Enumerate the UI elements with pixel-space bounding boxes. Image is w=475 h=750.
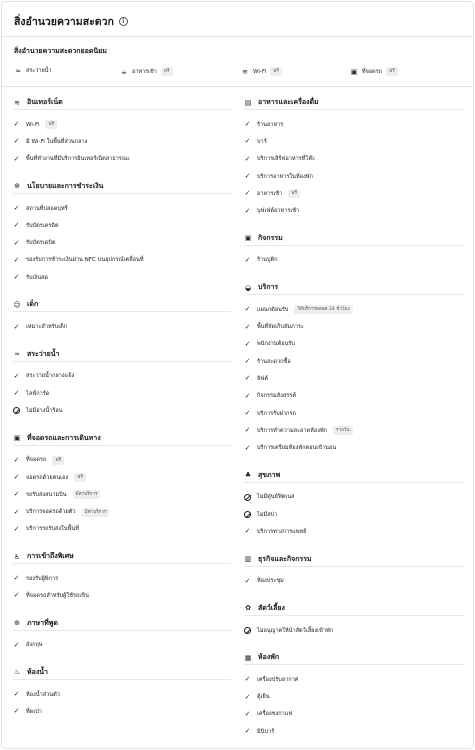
amenity-label: สถานที่ปลอดบุหรี่ <box>26 205 68 212</box>
popular-item <box>120 67 173 76</box>
header <box>14 13 128 30</box>
amenity-item <box>244 523 464 540</box>
amenity-badge: มีค่าบริการ <box>73 490 101 499</box>
section-title: ห้องพัก <box>258 653 280 662</box>
amenity-label: ร้านบูติก <box>257 257 278 264</box>
section-header <box>13 300 231 312</box>
child-icon: ☺ <box>13 300 21 309</box>
section-title: การเข้าถึงพิเศษ <box>27 552 74 561</box>
popular-item-label: อาหารเช้า <box>132 68 157 75</box>
section-header <box>13 552 231 564</box>
check-icon: ✓ <box>13 255 20 264</box>
amenity-label: ไม่อนุญาตให้นำสัตว์เลี้ยงเข้าพัก <box>257 627 334 634</box>
service-icon: ◒ <box>244 283 252 292</box>
section-header <box>244 283 464 295</box>
check-icon: ✓ <box>244 675 251 684</box>
amenity-section <box>244 283 464 457</box>
amenity-label: บริการทางการแพทย์ <box>257 528 307 535</box>
check-icon: ✓ <box>13 507 20 516</box>
section-title: อาหารและเครื่องดื่ม <box>258 98 319 106</box>
section-title: กิจกรรม <box>258 233 283 242</box>
amenity-item <box>244 689 464 706</box>
info-icon[interactable]: i <box>119 17 128 26</box>
coffee-icon: ☕ <box>120 67 128 76</box>
check-icon: ✓ <box>13 273 20 282</box>
amenity-label: สระว่ายน้ำกลางแจ้ง <box>26 373 75 380</box>
section-title: บริการ <box>258 283 279 292</box>
amenity-label: รถรับส่งสนามบิน <box>26 491 67 498</box>
section-header <box>13 434 231 446</box>
check-icon: ✓ <box>244 426 251 435</box>
amenity-label: รับบัตรเครดิต <box>26 222 59 229</box>
section-title: สุขภาพ <box>258 470 281 479</box>
amenity-item <box>244 370 464 387</box>
check-icon: ✓ <box>244 154 251 163</box>
amenity-label: เครื่องชงกาแฟ <box>257 711 293 718</box>
amenity-item <box>244 252 464 269</box>
amenity-label: บริการทำความสะอาดห้องพัก <box>257 427 328 434</box>
check-icon: ✓ <box>244 374 251 383</box>
amenity-label: ร้านอาหาร <box>257 121 284 128</box>
check-icon: ✓ <box>244 120 251 129</box>
pet-icon: ✿ <box>245 604 251 613</box>
amenity-section <box>244 555 464 590</box>
amenities-right-column <box>244 98 464 750</box>
pool-icon: ≈ <box>14 350 20 359</box>
amenity-section <box>244 604 464 639</box>
check-icon: ✓ <box>13 574 20 583</box>
amenity-label: ไม่มีอ่างน้ำร้อน <box>26 407 63 414</box>
check-icon: ✓ <box>13 690 20 699</box>
check-icon: ✓ <box>13 389 20 398</box>
amenity-section <box>13 434 231 538</box>
check-icon: ✓ <box>13 120 20 129</box>
amenity-section <box>13 668 231 721</box>
section-title: อินเทอร์เน็ต <box>27 98 63 106</box>
amenity-section <box>244 653 464 740</box>
amenity-section <box>244 234 464 269</box>
amenity-item <box>13 217 231 234</box>
amenity-label: ห้องประชุม <box>257 578 284 585</box>
amenity-section <box>244 98 464 220</box>
check-icon: ✓ <box>244 339 251 348</box>
amenity-label: ไม่มีสปา <box>257 511 278 518</box>
amenity-label: บาร์ <box>257 138 267 145</box>
amenity-item <box>244 405 464 422</box>
check-icon: ✓ <box>13 322 20 331</box>
room-icon: ▦ <box>244 653 252 662</box>
amenity-label: Wi-Fi <box>26 121 40 128</box>
check-icon: ✓ <box>244 727 251 736</box>
amenity-label: รับบัตรเดบิต <box>26 240 56 247</box>
section-title: ที่จอดรถและการเดินทาง <box>27 433 101 442</box>
check-icon: ✓ <box>13 591 20 600</box>
amenity-label: ที่ดเป่า <box>26 708 42 715</box>
amenity-item <box>13 686 231 703</box>
check-icon: ✓ <box>244 255 251 264</box>
amenity-item <box>244 723 464 740</box>
check-icon: ✓ <box>13 137 20 146</box>
check-icon: ✓ <box>13 524 20 533</box>
popular-item-label: ที่จอดรถ <box>362 68 383 75</box>
section-header <box>244 98 464 110</box>
amenity-item <box>13 200 231 217</box>
amenity-item <box>244 318 464 335</box>
check-icon: ✓ <box>244 357 251 366</box>
amenity-item <box>13 570 231 587</box>
amenity-label: บริการเสิร์ฟอาหารที่โต๊ะ <box>257 156 316 163</box>
section-header <box>244 234 464 246</box>
amenity-item <box>244 168 464 185</box>
amenity-label: ที่จอดรถสำหรับผู้ใช้รถเข็น <box>26 592 89 599</box>
section-header <box>13 350 231 362</box>
check-icon: ✓ <box>244 322 251 331</box>
amenity-badge: มีค่าบริการ <box>82 508 110 517</box>
amenity-item <box>13 469 231 486</box>
check-icon: ✓ <box>244 527 251 536</box>
section-header <box>13 182 231 194</box>
section-title: สัตว์เลี้ยง <box>258 603 285 612</box>
page-title: สิ่งอำนวยความสะดวก <box>14 16 114 28</box>
amenity-item <box>13 318 231 335</box>
amenity-section <box>13 619 231 654</box>
section-title: ห้องน้ำ <box>27 667 48 676</box>
amenity-item <box>13 486 231 503</box>
amenity-label: ห้องน้ำส่วนตัว <box>26 691 60 698</box>
popular-item <box>241 67 282 76</box>
check-icon: ✓ <box>13 204 20 213</box>
amenity-section <box>13 300 231 335</box>
amenity-item <box>244 439 464 456</box>
check-icon: ✓ <box>244 305 251 314</box>
amenity-item <box>244 706 464 723</box>
section-header <box>244 604 464 616</box>
amenity-label: บริการรถรับส่งในพื้นที่ <box>26 526 79 533</box>
amenity-item <box>13 133 231 150</box>
bath-icon: ♨ <box>13 668 21 677</box>
amenity-item <box>244 301 464 318</box>
amenity-label: เหมาะสำหรับเด็ก <box>26 324 68 331</box>
amenity-item <box>244 133 464 150</box>
section-header <box>244 653 464 665</box>
amenity-label: บริการเตรียมห้องพักตอนเข้านอน <box>257 445 337 452</box>
amenity-label: รองรับผู้พิการ <box>26 575 59 582</box>
section-header <box>13 98 231 110</box>
divider <box>2 86 473 87</box>
amenity-badge: รายวัน <box>333 426 352 435</box>
amenity-item <box>244 489 464 506</box>
section-title: ธุรกิจและกิจกรรม <box>258 554 312 563</box>
amenity-item <box>13 116 231 133</box>
activity-icon: ▣ <box>244 234 252 243</box>
amenity-badge: ฟรี <box>288 189 300 198</box>
amenity-label: บุฟเฟ่ต์อาหารเช้า <box>257 208 300 215</box>
amenity-item <box>13 503 231 520</box>
amenity-label: อังกฤษ <box>26 642 43 649</box>
check-icon: ✓ <box>244 692 251 701</box>
amenity-item <box>244 151 464 168</box>
check-icon: ✓ <box>244 409 251 417</box>
check-icon: ✓ <box>13 490 20 499</box>
amenity-item <box>13 385 231 402</box>
amenity-label: ตู้เย็น <box>257 694 270 701</box>
amenity-item <box>244 388 464 405</box>
check-icon: ✓ <box>13 371 20 380</box>
amenity-label: จอดรถด้วยตนเอง <box>26 474 69 481</box>
amenity-item <box>13 703 231 720</box>
not-available-icon <box>13 407 20 414</box>
section-title: สระว่ายน้ำ <box>27 349 60 358</box>
amenity-label: บริการอาหารในห้องพัก <box>257 173 313 180</box>
business-icon: ▥ <box>244 555 252 564</box>
pool-icon: ≈ <box>15 67 21 75</box>
section-header <box>13 668 231 680</box>
check-icon: ✓ <box>244 443 251 452</box>
amenity-label: แผนกต้อนรับ <box>257 306 289 313</box>
free-badge: ฟรี <box>270 67 282 76</box>
popular-title: สิ่งอำนวยความสะดวกยอดนิยม <box>14 47 107 55</box>
amenity-item <box>13 452 231 469</box>
popular-item <box>350 67 398 76</box>
section-header <box>244 471 464 483</box>
parking-icon: ▣ <box>350 67 358 76</box>
check-icon: ✓ <box>244 172 251 181</box>
amenity-badge: ให้บริการตลอด 24 ชั่วโมง <box>294 305 352 314</box>
amenity-badge: ฟรี <box>52 456 64 465</box>
amenity-item <box>244 336 464 353</box>
free-badge: ฟรี <box>386 67 398 76</box>
amenity-label: บริการจอดรถด้วยตัว <box>26 509 76 516</box>
check-icon: ✓ <box>244 206 251 215</box>
amenity-item <box>244 422 464 439</box>
amenity-item <box>13 402 231 419</box>
amenity-item <box>244 185 464 202</box>
section-title: นโยบายและการชำระเงิน <box>27 181 104 190</box>
amenity-label: รองรับการชำระเงินผ่าน NFC บนอุปกรณ์เคลื่อนที่ <box>26 257 144 264</box>
amenity-label: อาหารเช้า <box>257 190 283 197</box>
free-badge: ฟรี <box>161 67 173 76</box>
amenity-item <box>244 506 464 523</box>
amenity-badge: ฟรี <box>74 473 86 482</box>
amenity-section <box>244 471 464 541</box>
not-available-icon <box>244 511 251 518</box>
amenity-label: พื้นที่จัดเก็บสัมภาระ <box>257 324 304 331</box>
check-icon: ✓ <box>244 391 251 400</box>
divider <box>2 36 473 37</box>
amenity-item <box>244 671 464 688</box>
check-icon: ✓ <box>13 154 20 163</box>
language-icon: ⊕ <box>14 619 20 628</box>
amenity-label: ไม่มีศูนย์ฟิตเนส <box>257 494 295 501</box>
amenity-item <box>244 116 464 133</box>
amenity-label: พนักงานต้อนรับ <box>257 341 295 348</box>
amenity-label: ไลฟ์การ์ด <box>26 390 50 397</box>
amenity-badge: ฟรี <box>45 120 57 129</box>
wifi-icon: ≋ <box>14 98 20 107</box>
check-icon: ✓ <box>13 473 20 481</box>
health-icon: ♣ <box>244 471 252 480</box>
amenity-section <box>13 98 231 168</box>
amenity-item <box>13 269 231 286</box>
amenity-item <box>13 587 231 604</box>
check-icon: ✓ <box>13 707 20 716</box>
parking-icon: ▣ <box>13 434 21 443</box>
check-icon: ✓ <box>13 640 20 649</box>
amenity-label: พื้นที่ทำงานที่มีบริการอินเทอร์เน็ตสาธารณะ <box>26 156 131 163</box>
check-icon: ✓ <box>244 576 251 585</box>
amenity-label: มี Wi-Fi ในพื้นที่ส่วนกลาง <box>26 138 88 145</box>
amenity-item <box>13 234 231 251</box>
policy-icon: ⊕ <box>14 182 20 191</box>
accessibility-icon: ♿ <box>13 552 21 561</box>
amenity-label: ที่จอดรถ <box>26 457 47 464</box>
amenity-item <box>244 353 464 370</box>
check-icon: ✓ <box>244 189 251 198</box>
amenity-section <box>13 552 231 605</box>
check-icon: ✓ <box>13 221 20 230</box>
amenity-item <box>13 151 231 168</box>
amenity-section <box>13 182 231 286</box>
section-title: เด็ก <box>27 300 39 309</box>
restaurant-icon: ▤ <box>244 98 252 107</box>
amenity-label: เครื่องปรับอากาศ <box>257 676 299 683</box>
section-header <box>13 619 231 631</box>
amenity-item <box>244 622 464 639</box>
amenity-item <box>244 202 464 219</box>
amenity-label: มินิบาร์ <box>257 728 275 735</box>
not-available-icon <box>244 494 251 501</box>
section-header <box>244 555 464 567</box>
amenities-left-column <box>13 98 231 735</box>
section-title: ภาษาที่พูด <box>27 618 58 627</box>
amenity-item <box>13 637 231 654</box>
popular-item-label: Wi-Fi <box>253 68 267 75</box>
amenity-section <box>13 350 231 420</box>
amenity-label: กิจกรรมสังสรรค์ <box>257 393 297 400</box>
amenity-label: รับเงินสด <box>26 274 49 281</box>
check-icon: ✓ <box>244 709 251 718</box>
amenity-item <box>13 368 231 385</box>
popular-item-label: สระว่ายน้ำ <box>26 68 52 74</box>
amenity-item <box>13 521 231 538</box>
check-icon: ✓ <box>13 238 20 247</box>
popular-item <box>14 67 52 75</box>
amenity-label: ร้านสะดวกซื้อ <box>257 358 291 365</box>
check-icon: ✓ <box>13 455 20 464</box>
wifi-icon: ≋ <box>242 67 248 76</box>
amenity-item <box>13 252 231 269</box>
not-available-icon <box>244 627 251 634</box>
check-icon: ✓ <box>244 137 251 146</box>
amenity-label: ลิฟต์ <box>257 375 269 382</box>
amenity-label: บริการรับฝากรถ <box>257 410 296 417</box>
amenity-item <box>244 573 464 590</box>
